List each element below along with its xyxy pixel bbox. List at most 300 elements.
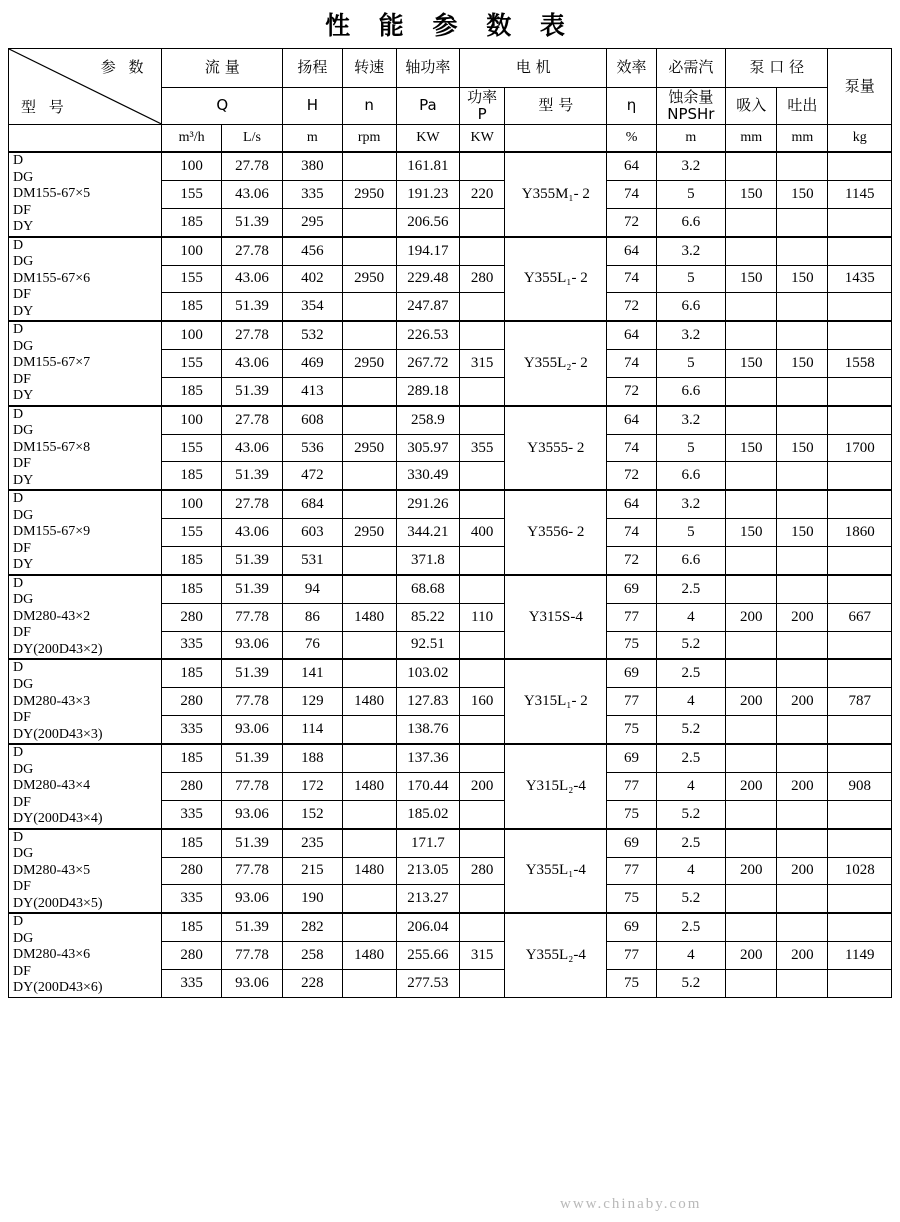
head-cell: 114 [283,716,342,744]
units-speed: rpm [342,125,396,153]
model-line: DM280-43×3 [13,693,91,709]
speed-cell-empty [342,970,396,998]
flow-m3h-cell: 185 [162,546,221,574]
efficiency-cell: 77 [607,857,656,885]
npsh-cell: 5.2 [656,631,726,659]
shaft-power-cell: 330.49 [396,462,459,490]
flow-ls-cell: 43.06 [221,265,282,293]
units-npsh: m [656,125,726,153]
port-out-cell: 200 [777,688,828,716]
port-out-cell-empty [777,575,828,603]
port-out-cell-empty [777,885,828,913]
port-in-cell-empty [726,913,777,942]
motor-power-cell-empty [460,716,505,744]
flow-ls-cell: 51.39 [221,462,282,490]
shaft-power-cell: 206.04 [396,913,459,942]
header-weight-name: 泵量 [828,49,892,125]
port-out-cell: 150 [777,265,828,293]
watermark: www.chinaby.com [560,1196,702,1212]
speed-cell-empty [342,237,396,265]
efficiency-cell: 75 [607,800,656,828]
model-line: DY [13,557,34,573]
port-out-cell: 200 [777,772,828,800]
motor-type-cell: Y355M₁- 2 [505,152,607,237]
port-in-cell-empty [726,829,777,857]
shaft-power-cell: 213.27 [396,885,459,913]
flow-m3h-cell: 100 [162,237,221,265]
shaft-power-cell: 267.72 [396,350,459,378]
flow-m3h-cell: 280 [162,603,221,631]
param-model-corner-cell [9,49,162,125]
model-cell [9,913,162,997]
motor-type-cell: Y315L₂-4 [505,744,607,829]
model-cell [9,575,162,660]
port-in-cell-empty [726,885,777,913]
speed-cell: 1480 [342,772,396,800]
npsh-cell: 4 [656,857,726,885]
flow-ls-cell: 77.78 [221,603,282,631]
flow-ls-cell: 51.39 [221,293,282,321]
speed-cell-empty [342,716,396,744]
port-out-cell: 200 [777,603,828,631]
motor-power-cell-empty [460,377,505,405]
npsh-cell: 5 [656,180,726,208]
npsh-cell: 2.5 [656,829,726,857]
model-line: DG [13,507,34,523]
speed-cell: 1480 [342,857,396,885]
shaft-power-cell: 85.22 [396,603,459,631]
flow-m3h-cell: 100 [162,321,221,349]
header-motor-power [460,88,505,125]
head-cell: 258 [283,942,342,970]
flow-m3h-cell: 185 [162,913,221,942]
head-cell: 172 [283,772,342,800]
npsh-cell: 3.2 [656,152,726,180]
efficiency-cell: 74 [607,519,656,547]
flow-ls-cell: 27.78 [221,237,282,265]
model-line: DF [13,202,31,218]
head-cell: 141 [283,659,342,687]
port-out-cell-empty [777,546,828,574]
port-in-cell-empty [726,800,777,828]
flow-ls-cell: 43.06 [221,434,282,462]
flow-ls-cell: 27.78 [221,152,282,180]
model-line: D [13,829,24,845]
npsh-cell: 2.5 [656,913,726,942]
flow-m3h-cell: 335 [162,885,221,913]
flow-m3h-cell: 185 [162,462,221,490]
model-line: DG [13,254,34,270]
motor-power-cell-empty [460,293,505,321]
npsh-cell: 5 [656,350,726,378]
motor-power-cell-empty [460,546,505,574]
model-line: DM280-43×2 [13,608,91,624]
flow-ls-cell: 51.39 [221,913,282,942]
weight-cell-empty [828,462,892,490]
npsh-cell: 6.6 [656,208,726,236]
units-flow-m3h: m³/h [162,125,221,153]
head-cell: 86 [283,603,342,631]
speed-cell-empty [342,208,396,236]
weight-cell-empty [828,659,892,687]
port-in-cell: 200 [726,603,777,631]
shaft-power-cell: 191.23 [396,180,459,208]
weight-cell-empty [828,885,892,913]
port-out-cell-empty [777,800,828,828]
port-in-cell: 150 [726,265,777,293]
header-motor-name: 电 机 [460,49,607,88]
header-head-symbol: H [283,88,342,125]
efficiency-cell: 72 [607,377,656,405]
model-line: DM155-67×8 [13,439,91,455]
port-in-cell: 200 [726,688,777,716]
shaft-power-cell: 103.02 [396,659,459,687]
flow-m3h-cell: 335 [162,970,221,998]
model-line: D [13,406,24,422]
header-flow-name: 流 量 [204,58,240,77]
port-out-cell: 150 [777,519,828,547]
flow-ls-cell: 27.78 [221,406,282,434]
table-row [9,237,892,265]
speed-cell-empty [342,829,396,857]
efficiency-cell: 74 [607,180,656,208]
npsh-cell: 6.6 [656,377,726,405]
model-line: DM155-67×6 [13,270,91,286]
model-line: D [13,153,24,168]
shaft-power-cell: 213.05 [396,857,459,885]
flow-ls-cell: 77.78 [221,772,282,800]
model-line: DF [13,371,31,387]
flow-ls-cell: 51.39 [221,829,282,857]
weight-cell: 1860 [828,519,892,547]
page-title: 性 能 参 数 表 [325,11,575,40]
port-in-cell-empty [726,293,777,321]
shaft-power-cell: 255.66 [396,942,459,970]
head-cell: 152 [283,800,342,828]
model-line: D [13,491,24,507]
port-in-cell-empty [726,970,777,998]
efficiency-cell: 74 [607,265,656,293]
model-line: DF [13,287,31,303]
speed-cell-empty [342,885,396,913]
speed-cell-empty [342,406,396,434]
flow-m3h-cell: 185 [162,829,221,857]
flow-m3h-cell: 280 [162,857,221,885]
motor-type-cell: Y3556- 2 [505,490,607,575]
table-row [9,490,892,518]
weight-cell: 908 [828,772,892,800]
table-row [9,913,892,942]
shaft-power-cell: 277.53 [396,970,459,998]
shaft-power-cell: 226.53 [396,321,459,349]
port-out-cell: 150 [777,434,828,462]
efficiency-cell: 77 [607,603,656,631]
efficiency-cell: 64 [607,490,656,518]
head-cell: 402 [283,265,342,293]
head-cell: 456 [283,237,342,265]
flow-m3h-cell: 185 [162,293,221,321]
motor-power-cell: 200 [460,772,505,800]
flow-ls-cell: 51.39 [221,575,282,603]
model-cell [9,490,162,575]
model-cell [9,744,162,829]
header-flow-symbol: Q [162,88,283,125]
head-cell: 76 [283,631,342,659]
head-cell: 603 [283,519,342,547]
motor-power-cell: 110 [460,603,505,631]
weight-cell-empty [828,546,892,574]
flow-ls-cell: 77.78 [221,688,282,716]
table-row [9,829,892,857]
units-weight: kg [828,125,892,153]
motor-power-cell: 355 [460,434,505,462]
flow-m3h-cell: 155 [162,519,221,547]
weight-cell: 1149 [828,942,892,970]
head-cell: 536 [283,434,342,462]
flow-m3h-cell: 280 [162,772,221,800]
motor-power-cell: 220 [460,180,505,208]
npsh-cell: 4 [656,942,726,970]
model-cell [9,659,162,744]
weight-cell-empty [828,970,892,998]
head-cell: 684 [283,490,342,518]
model-line: DY(200D43×3) [13,726,103,742]
speed-cell-empty [342,800,396,828]
port-in-cell-empty [726,631,777,659]
port-in-cell-empty [726,321,777,349]
shaft-power-cell: 344.21 [396,519,459,547]
efficiency-cell: 75 [607,631,656,659]
model-line: DG [13,930,34,946]
motor-type-cell: Y355L₁- 2 [505,237,607,322]
motor-power-cell-empty [460,970,505,998]
motor-power-cell-empty [460,406,505,434]
port-out-cell-empty [777,829,828,857]
port-in-cell-empty [726,575,777,603]
model-line: DY(200D43×4) [13,811,103,827]
efficiency-cell: 77 [607,772,656,800]
efficiency-cell: 64 [607,152,656,180]
shaft-power-cell: 171.7 [396,829,459,857]
motor-type-cell: Y3555- 2 [505,406,607,491]
motor-power-cell-empty [460,152,505,180]
motor-power-cell-empty [460,237,505,265]
head-cell: 531 [283,546,342,574]
weight-cell: 1145 [828,180,892,208]
table-row [9,744,892,772]
port-in-cell-empty [726,659,777,687]
motor-power-cell-empty [460,631,505,659]
header-port-name: 泵 口 径 [726,49,828,88]
speed-cell-empty [342,321,396,349]
flow-ls-cell: 93.06 [221,631,282,659]
header-head-name: 扬程 [283,49,342,88]
model-line: D [13,660,24,676]
speed-cell-empty [342,377,396,405]
shaft-power-cell: 161.81 [396,152,459,180]
efficiency-cell: 69 [607,575,656,603]
weight-cell: 787 [828,688,892,716]
flow-ls-cell: 77.78 [221,942,282,970]
port-in-cell: 200 [726,772,777,800]
units-blank [9,125,162,153]
efficiency-cell: 64 [607,406,656,434]
header-motor-type: 型 号 [505,88,607,125]
weight-cell: 1558 [828,350,892,378]
efficiency-cell: 72 [607,546,656,574]
flow-m3h-cell: 335 [162,716,221,744]
port-in-cell-empty [726,546,777,574]
units-power: KW [396,125,459,153]
model-line: DG [13,423,34,439]
port-in-cell-empty [726,152,777,180]
efficiency-cell: 77 [607,688,656,716]
head-cell: 129 [283,688,342,716]
flow-m3h-cell: 280 [162,942,221,970]
motor-type-cell: Y355L₁-4 [505,829,607,914]
flow-ls-cell: 51.39 [221,659,282,687]
efficiency-cell: 69 [607,829,656,857]
units-motor-power: KW [460,125,505,153]
npsh-cell: 5.2 [656,716,726,744]
port-out-cell-empty [777,321,828,349]
speed-cell: 2950 [342,180,396,208]
npsh-cell: 5 [656,434,726,462]
model-line: DG [13,846,34,862]
flow-ls-cell: 93.06 [221,885,282,913]
npsh-cell: 6.6 [656,462,726,490]
weight-cell-empty [828,800,892,828]
model-cell [9,829,162,914]
npsh-cell: 3.2 [656,321,726,349]
weight-cell-empty [828,293,892,321]
header-npsh-rest [656,88,726,125]
shaft-power-cell: 229.48 [396,265,459,293]
flow-ls-cell: 27.78 [221,490,282,518]
speed-cell-empty [342,462,396,490]
header-eff-symbol: η [607,88,656,125]
motor-power-cell: 160 [460,688,505,716]
flow-ls-cell: 51.39 [221,546,282,574]
port-in-cell-empty [726,744,777,772]
speed-cell: 2950 [342,350,396,378]
model-line: DY [13,472,34,488]
efficiency-cell: 72 [607,462,656,490]
head-cell: 413 [283,377,342,405]
model-cell [9,152,162,237]
npsh-cell: 5.2 [656,970,726,998]
header-npsh-l1: 必需汽 [656,49,726,88]
units-port-in: mm [726,125,777,153]
model-line: DY [13,219,34,235]
model-line: DG [13,338,34,354]
flow-ls-cell: 51.39 [221,377,282,405]
speed-cell-empty [342,913,396,942]
header-parameter-label: 参 数 [100,58,148,76]
port-in-cell-empty [726,208,777,236]
port-in-cell: 150 [726,519,777,547]
model-line: DG [13,169,34,185]
model-line: D [13,322,24,338]
model-line: DF [13,963,31,979]
shaft-power-cell: 371.8 [396,546,459,574]
head-cell: 94 [283,575,342,603]
header-model-label: 型 号 [21,97,68,116]
head-cell: 282 [283,913,342,942]
units-motor-type [505,125,607,153]
efficiency-cell: 75 [607,970,656,998]
model-line: DM280-43×4 [13,778,91,794]
motor-type-cell: Y315L₁- 2 [505,659,607,744]
flow-m3h-cell: 100 [162,490,221,518]
speed-cell-empty [342,490,396,518]
units-eff: % [607,125,656,153]
flow-ls-cell: 43.06 [221,180,282,208]
motor-power-cell-empty [460,829,505,857]
shaft-power-cell: 291.26 [396,490,459,518]
port-in-cell-empty [726,716,777,744]
weight-cell: 1700 [828,434,892,462]
speed-cell: 2950 [342,434,396,462]
head-cell: 215 [283,857,342,885]
motor-power-cell: 280 [460,857,505,885]
speed-cell-empty [342,631,396,659]
shaft-power-cell: 92.51 [396,631,459,659]
head-cell: 532 [283,321,342,349]
head-cell: 228 [283,970,342,998]
model-line: DM280-43×6 [13,947,91,963]
flow-ls-cell: 93.06 [221,716,282,744]
flow-m3h-cell: 155 [162,434,221,462]
model-cell [9,237,162,322]
shaft-power-cell: 194.17 [396,237,459,265]
model-line: DF [13,625,31,641]
model-line: DF [13,456,31,472]
weight-cell-empty [828,631,892,659]
shaft-power-cell: 68.68 [396,575,459,603]
port-out-cell: 200 [777,857,828,885]
port-in-cell: 150 [726,434,777,462]
model-line: D [13,745,24,761]
port-out-cell-empty [777,744,828,772]
units-port-out: mm [777,125,828,153]
port-in-cell-empty [726,490,777,518]
weight-cell-empty [828,377,892,405]
flow-ls-cell: 51.39 [221,744,282,772]
motor-power-cell-empty [460,744,505,772]
header-power-name: 轴功率 [396,49,459,88]
model-cell [9,406,162,491]
flow-m3h-cell: 155 [162,265,221,293]
efficiency-cell: 69 [607,913,656,942]
model-line: DF [13,879,31,895]
port-in-cell-empty [726,406,777,434]
model-line: DF [13,710,31,726]
header-port-out: 吐出 [777,88,828,125]
flow-m3h-cell: 185 [162,575,221,603]
flow-ls-cell: 93.06 [221,970,282,998]
motor-power-cell: 400 [460,519,505,547]
table-row [9,152,892,180]
model-line: D [13,237,24,253]
efficiency-cell: 77 [607,942,656,970]
port-in-cell-empty [726,237,777,265]
npsh-cell: 2.5 [656,744,726,772]
port-in-cell: 150 [726,180,777,208]
speed-cell: 1480 [342,942,396,970]
speed-cell-empty [342,546,396,574]
speed-cell: 1480 [342,688,396,716]
